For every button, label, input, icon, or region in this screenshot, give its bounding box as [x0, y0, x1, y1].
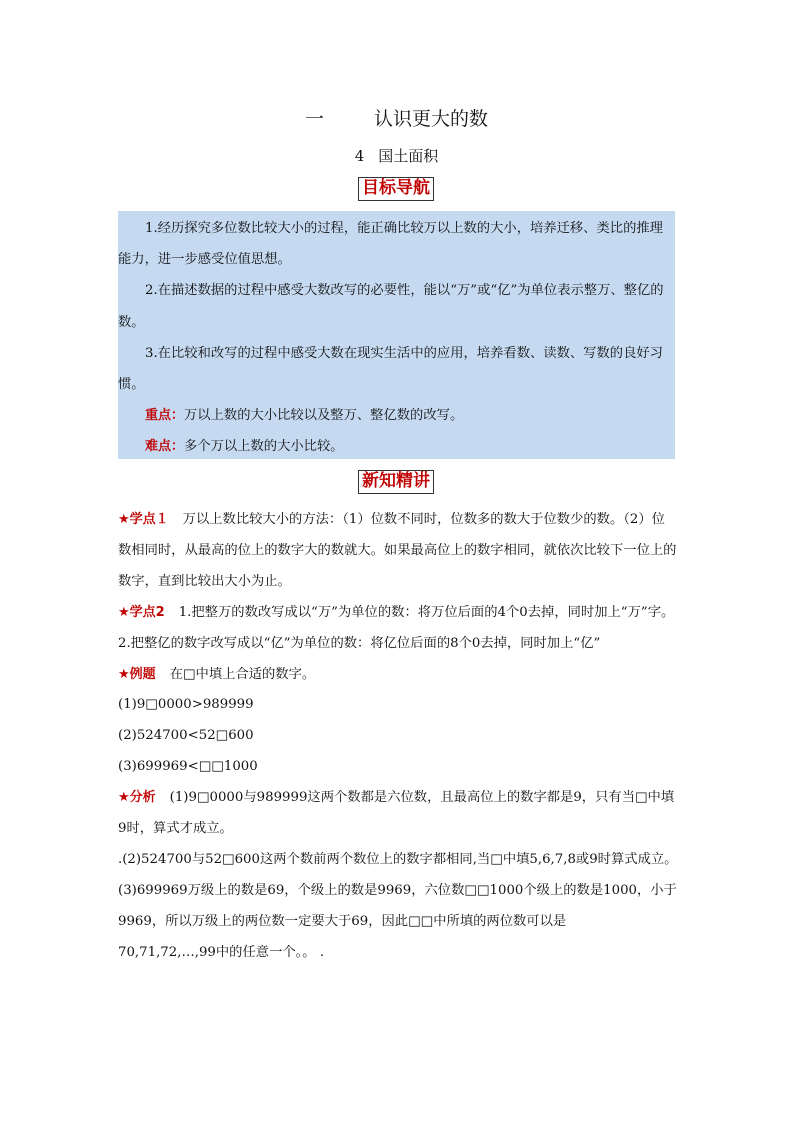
difficult-point-text: 多个万以上数的大小比较。: [184, 439, 344, 455]
difficult-point-label: 难点：: [145, 439, 185, 455]
learning-point-2-text: 1.把整万的数改写成以“万”为单位的数：将万位后面的4个0去掉，同时加上“万”字。: [178, 604, 675, 620]
goals-panel: [118, 211, 675, 459]
learning-point-2: [118, 598, 678, 629]
learning-point-1-text: 万以上数比较大小的方法：（1）位数不同时，位数多的数大于位数少的数。（2）位数相同时，从最高的位上的数字大的数就大。如果最高位上的数字相同，就依次比较下一位上的数字，直到比较出大小为止。: [118, 512, 677, 589]
learning-point-1-label: ★学点１: [118, 512, 169, 527]
lesson-name: 国土面积: [378, 147, 439, 165]
goal-item: 3.在比较和改写的过程中感受大数在现实生活中的应用，培养看数、读数、写数的良好习惯。: [118, 345, 663, 393]
section-heading-goals: 目标导航: [358, 177, 434, 201]
chapter-name: 认识更大的数: [374, 108, 489, 130]
section-heading-new: 新知精讲: [358, 470, 434, 494]
learning-point-1: [118, 505, 678, 598]
analysis-4: 70,71,72,…,99中的任意一个。。 .: [118, 944, 325, 960]
question-1: (1)9□0000>989999: [118, 697, 254, 713]
goal-item: 1.经历探究多位数比较大小的过程，能正确比较万以上数的大小，培养迁移、类比的推理能力，进一步感受位值思想。: [118, 221, 663, 268]
lesson-title: [118, 145, 675, 166]
analysis-text: (1)9□0000与989999这两个数都是六位数，且最高位上的数字都是9，只有当□中填9时，算式才成立。: [118, 790, 675, 837]
goal-item: 2.在描述数据的过程中感受大数改写的必要性，能以“万”或“亿”为单位表示整万、整亿的数。: [118, 283, 664, 330]
analysis-label: ★分析: [118, 790, 156, 806]
learning-point-2-label: ★学点2: [118, 604, 165, 620]
learning-point-2b: 2.把整亿的数字改写成以“亿”为单位的数：将亿位后面的8个0去掉，同时加上“亿”: [118, 635, 601, 651]
question-2: (2)524700<52□600: [118, 728, 254, 744]
example-label: ★例题: [118, 666, 156, 682]
question-3: (3)699969<□□1000: [118, 759, 258, 775]
analysis-3: (3)699969万级上的数是69，个级上的数是9969，六位数□□1000个级上的数是1000，小于9969，所以万级上的两位数一定要大于69，因此□□中所填的两位数可以是: [118, 882, 677, 929]
chapter-number: 一: [304, 108, 324, 130]
example-text: 在□中填上合适的数字。: [169, 666, 316, 682]
key-point: [118, 400, 675, 431]
analysis: [118, 783, 678, 845]
chapter-title: [118, 104, 675, 131]
example: [118, 660, 678, 691]
lesson-content: [118, 505, 678, 969]
key-point-text: 万以上数的大小比较以及整万、整亿数的改写。: [184, 408, 464, 424]
difficult-point: [118, 431, 675, 462]
analysis-2: .(2)524700与52□600这两个数前两个数位上的数字都相同,当□中填5,6,7,8或9时算式成立。: [118, 851, 678, 867]
lesson-number: 4: [354, 147, 365, 165]
key-point-label: 重点：: [145, 408, 185, 424]
